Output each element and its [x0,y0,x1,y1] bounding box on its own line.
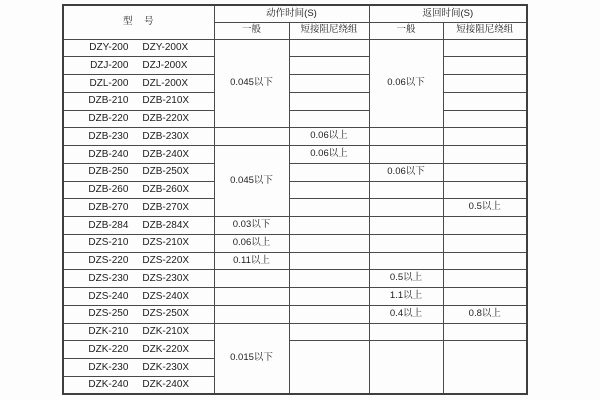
model-cell [63,199,214,217]
cell-return-damping [443,39,527,57]
cell-return-damping [443,252,527,270]
model-cell [63,323,214,341]
model-cell [63,252,214,270]
model-name: DZS-240 [88,290,129,302]
cell-return-general-merged [369,341,443,394]
table-row [63,270,527,288]
cell-action-damping-dzb240: 0.06以上 [289,146,369,164]
table-row [63,146,527,164]
model-name: DZB-284X [142,219,190,231]
table-row [63,57,527,75]
header-row-groups [63,5,527,22]
model-name: DZS-250 [88,308,129,320]
cell-return-damping [443,92,527,110]
cell-action-general-group1: 0.045以下 [214,39,289,128]
cell-return-general-dzs230: 0.5以上 [369,270,443,288]
model-cell [63,75,214,93]
cell-return-general-dzs240: 1.1以上 [369,288,443,306]
model-name: DZK-220 [88,343,129,355]
model-name: DZB-270X [142,201,190,213]
cell-return-damping [443,181,527,199]
model-name: DZB-230X [142,130,190,142]
cell-action-damping [289,270,369,288]
table-row [63,305,527,323]
cell-return-damping [443,270,527,288]
cell-action-general-dzb284: 0.03以下 [214,217,289,235]
model-name: DZL-200 [89,77,129,89]
model-cell [63,376,214,394]
model-name: DZS-210 [88,237,129,249]
table-row [63,163,527,181]
table-row [63,75,527,93]
model-name: DZS-220X [142,255,190,267]
cell-action-general-dzs220: 0.11以上 [214,252,289,270]
cell-return-general [369,146,443,164]
model-cell [63,92,214,110]
cell-return-damping [443,288,527,306]
cell-return-damping [443,110,527,128]
model-name: DZS-230 [88,272,129,284]
table-row [63,39,527,57]
cell-action-damping [289,305,369,323]
cell-action-damping [289,39,369,57]
model-name: DZK-230 [88,361,129,373]
header-return-damping: 短接阻尼绕组 [443,22,527,39]
header-return-time: 返回时间(S) [369,5,527,22]
cell-action-general-group2: 0.045以下 [214,146,289,217]
cell-action-damping [289,252,369,270]
model-name: DZY-200X [142,42,189,54]
model-name: DZB-220 [88,113,129,125]
cell-action-damping [289,75,369,93]
cell-action-damping [289,323,369,341]
cell-return-damping [443,146,527,164]
model-name: DZK-210X [142,326,190,338]
cell-return-damping-dzb270: 0.5以上 [443,199,527,217]
model-name: DZS-210X [142,237,190,249]
model-name: DZB-220X [142,113,190,125]
cell-action-general [214,288,289,306]
model-name: DZB-260 [88,184,129,196]
model-name: DZB-210X [142,95,190,107]
model-name: DZS-250X [142,308,190,320]
cell-action-general [214,305,289,323]
cell-action-damping [289,288,369,306]
cell-return-general-dzs250: 0.4以上 [369,305,443,323]
cell-action-damping [289,92,369,110]
model-cell [63,305,214,323]
cell-return-general [369,252,443,270]
model-name: DZK-240X [142,379,190,391]
model-cell [63,128,214,146]
cell-action-damping [289,110,369,128]
model-cell [63,181,214,199]
model-name: DZL-200X [142,77,188,89]
table-row [63,92,527,110]
cell-return-damping [443,217,527,235]
model-name: DZB-250 [88,166,129,178]
model-name: DZB-270 [88,201,129,213]
model-name: DZK-230X [142,361,190,373]
cell-action-damping [289,181,369,199]
cell-action-damping-merged [289,341,369,394]
header-action-time: 动作时间(S) [214,5,369,22]
cell-return-general [369,128,443,146]
model-cell [63,270,214,288]
model-cell [63,39,214,57]
cell-action-general-dzs210: 0.06以上 [214,234,289,252]
cell-return-general [369,234,443,252]
model-name: DZK-240 [88,379,129,391]
cell-return-general [369,199,443,217]
model-cell [63,146,214,164]
model-name: DZK-220X [142,343,190,355]
model-name: DZK-210 [88,326,129,338]
cell-return-damping [443,323,527,341]
model-name: DZB-240X [142,148,190,160]
model-name: DZJ-200X [142,59,188,71]
model-cell [63,288,214,306]
header-model: 型 号 [63,5,214,39]
cell-return-general [369,217,443,235]
model-cell [63,110,214,128]
table-row [63,252,527,270]
table-row [63,199,527,217]
model-name: DZS-230X [142,272,190,284]
model-name: DZB-284 [88,219,129,231]
model-name: DZS-220 [88,255,129,267]
cell-return-damping [443,234,527,252]
cell-action-damping [289,234,369,252]
header-action-damping: 短接阻尼绕组 [289,22,369,39]
cell-action-damping [289,163,369,181]
model-cell [63,341,214,359]
model-name: DZY-200 [89,42,129,54]
model-cell [63,57,214,75]
model-cell [63,234,214,252]
model-cell [63,163,214,181]
table-row [63,234,527,252]
model-name: DZJ-200 [90,59,129,71]
table-row [63,128,527,146]
model-name: DZS-240X [142,290,190,302]
model-name: DZB-260X [142,184,190,196]
cell-return-general [369,181,443,199]
cell-action-damping-dzb230: 0.06以上 [289,128,369,146]
cell-action-general [214,270,289,288]
cell-action-damping [289,199,369,217]
table-row [63,110,527,128]
cell-action-damping [289,217,369,235]
header-return-general: 一般 [369,22,443,39]
model-name: DZB-210 [88,95,129,107]
cell-return-damping [443,128,527,146]
cell-return-damping-dzs250: 0.8以上 [443,305,527,323]
cell-return-damping-merged [443,341,527,394]
table-row [63,341,527,359]
model-cell [63,359,214,377]
model-name: DZB-230 [88,130,129,142]
cell-action-damping [289,57,369,75]
relay-timing-table [62,4,528,395]
table-row [63,323,527,341]
cell-return-general-group1: 0.06以下 [369,39,443,128]
cell-action-general-dzk: 0.015以下 [214,323,289,394]
model-name: DZB-250X [142,166,190,178]
cell-return-general [369,323,443,341]
table-row [63,217,527,235]
table-row [63,181,527,199]
model-cell [63,217,214,235]
cell-return-damping [443,163,527,181]
cell-action-general [214,128,289,146]
cell-return-general-dzb250: 0.06以下 [369,163,443,181]
table-row [63,288,527,306]
header-action-general: 一般 [214,22,289,39]
cell-return-damping [443,75,527,93]
cell-return-damping [443,57,527,75]
model-name: DZB-240 [88,148,129,160]
